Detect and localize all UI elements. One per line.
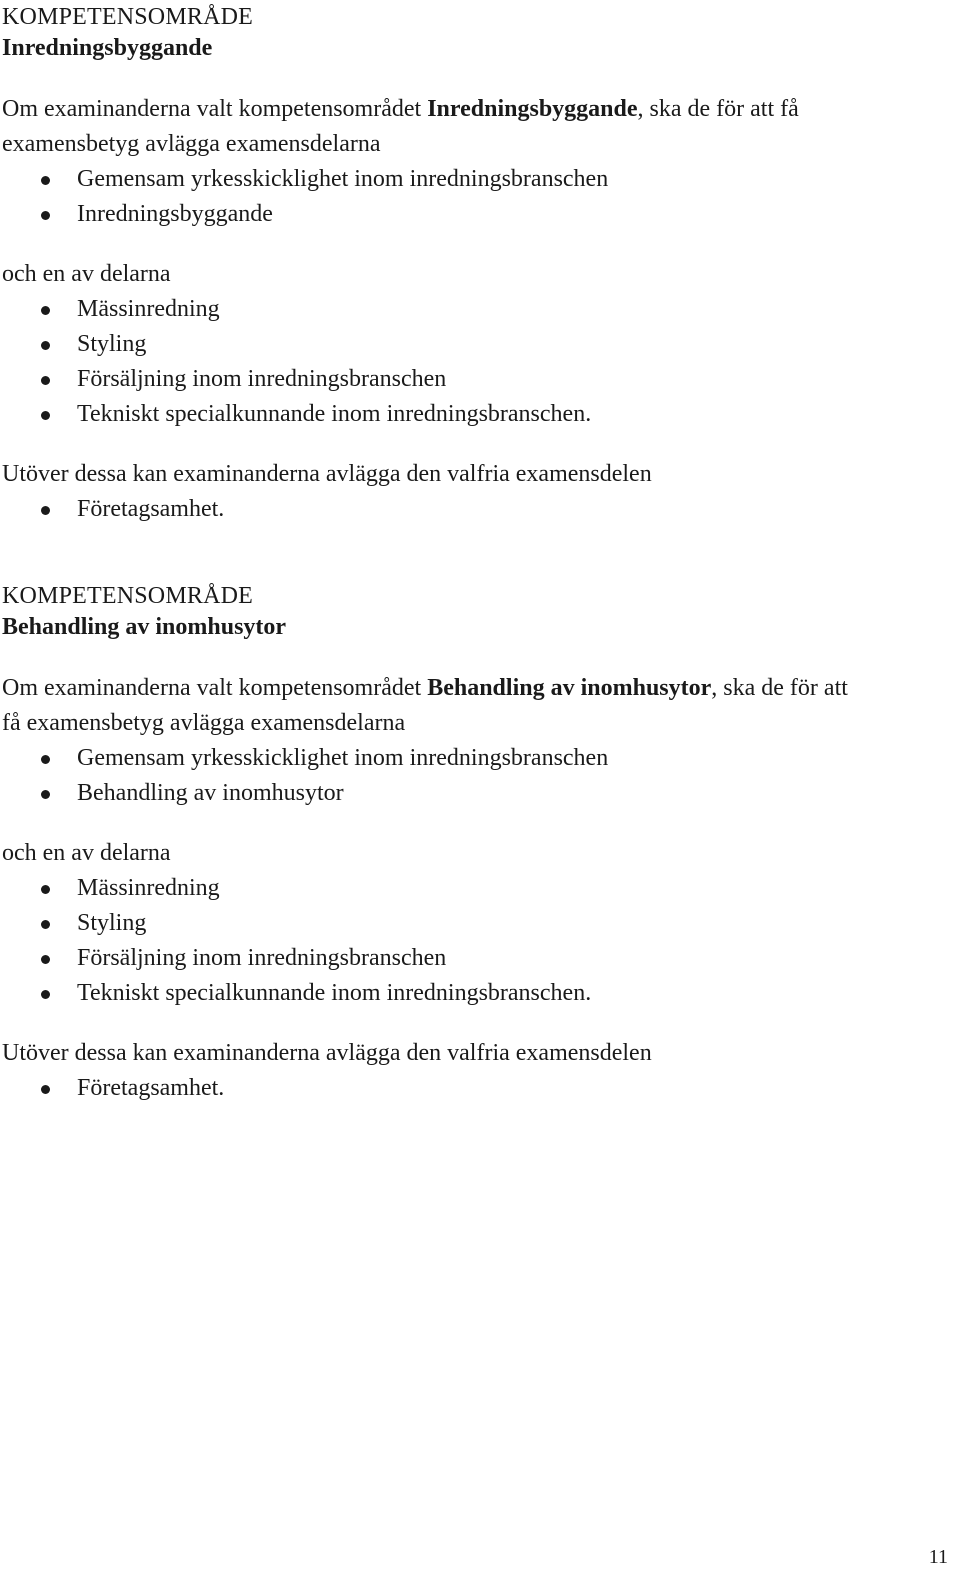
bullet-icon [41,955,50,964]
list-item [2,292,952,327]
optional-parts-list [2,1071,952,1106]
list-item [2,492,952,527]
page-number: 11 [928,1546,948,1568]
list-item-text: Försäljning inom inredningsbranschen [77,945,447,971]
list-item [2,1071,952,1106]
bullet-icon [41,755,50,764]
list-item-text: Försäljning inom inredningsbranschen [77,366,447,392]
list-item [2,362,952,397]
list-item [2,906,952,941]
bullet-icon [41,341,50,350]
list-item [2,941,952,976]
bullet-icon [41,411,50,420]
section-kicker: KOMPETENSOMRÅDE [2,583,254,609]
bullet-icon [41,790,50,799]
bullet-icon [41,376,50,385]
intro-text-continued: , ska de för att [711,675,848,701]
list-item-text: Gemensam yrkesskicklighet inom inredningsbranschen [77,166,609,192]
bullet-icon [41,306,50,315]
competence-section-indoor-surfaces [2,581,952,1106]
bullet-icon [41,920,50,929]
intro-line-1 [2,92,952,127]
bullet-icon [41,176,50,185]
optional-parts-list [2,492,952,527]
list-item-text: Tekniskt specialkunnande inom inredningsbranschen. [77,980,592,1006]
list-item [2,162,952,197]
list-item-text: Gemensam yrkesskicklighet inom inredningsbranschen [77,745,609,771]
bullet-icon [41,211,50,220]
choose-label: och en av delarna [2,840,171,866]
intro-line-1 [2,671,952,706]
choose-label: och en av delarna [2,261,171,287]
bullet-icon [41,990,50,999]
bullet-icon [41,506,50,515]
section-kicker: KOMPETENSOMRÅDE [2,4,254,30]
section-title: Inredningsbyggande [2,35,213,61]
intro-bold-term: Behandling av inomhusytor [427,675,712,701]
list-item [2,776,952,811]
required-parts-list [2,162,952,232]
bullet-icon [41,1085,50,1094]
intro-text: Om examinanderna valt kompetensområdet [2,675,428,701]
competence-section-interior-building [2,2,952,527]
intro-line-2: få examensbetyg avlägga examensdelarna [2,710,406,736]
list-item [2,397,952,432]
list-item [2,741,952,776]
intro-text-continued: , ska de för att få [637,96,799,122]
list-item-text: Styling [77,910,147,936]
intro-line-2: examensbetyg avlägga examensdelarna [2,131,381,157]
required-parts-list [2,741,952,811]
list-item-text: Styling [77,331,147,357]
list-item-text: Behandling av inomhusytor [77,780,344,806]
list-item [2,976,952,1011]
list-item [2,197,952,232]
list-item [2,327,952,362]
list-item-text: Inredningsbyggande [77,201,273,227]
intro-text: Om examinanderna valt kompetensområdet [2,96,428,122]
intro-bold-term: Inredningsbyggande [427,96,638,122]
section-title: Behandling av inomhusytor [2,614,287,640]
list-item-text: Tekniskt specialkunnande inom inredningsbranschen. [77,401,592,427]
list-item-text: Mässinredning [77,296,220,322]
list-item-text: Företagsamhet. [77,496,225,522]
list-item-text: Företagsamhet. [77,1075,225,1101]
list-item [2,871,952,906]
choice-parts-list [2,871,952,1011]
list-item-text: Mässinredning [77,875,220,901]
optional-label: Utöver dessa kan examinanderna avlägga den valfria examensdelen [2,461,652,487]
optional-label: Utöver dessa kan examinanderna avlägga den valfria examensdelen [2,1040,652,1066]
bullet-icon [41,885,50,894]
choice-parts-list [2,292,952,432]
